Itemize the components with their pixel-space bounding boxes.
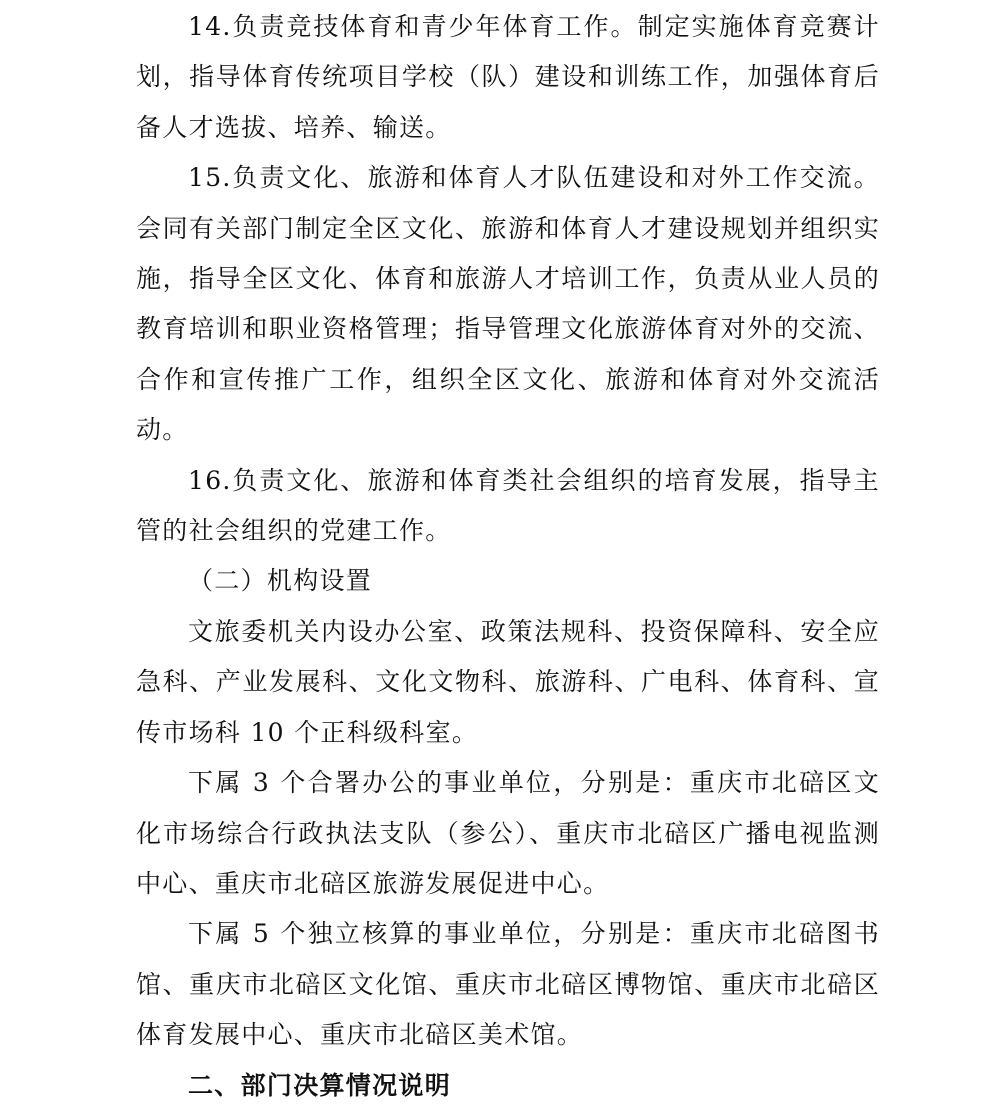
organization-paragraph-independent-units: 下属 5 个独立核算的事业单位，分别是：重庆市北碚图书馆、重庆市北碚区文化馆、重庆市北碚区博物馆、重庆市北碚区体育发展中心、重庆市北碚区美术馆。 <box>136 919 880 1050</box>
organization-paragraph-internal: 文旅委机关内设办公室、政策法规科、投资保障科、安全应急科、产业发展科、文化文物科、旅游科、广电科、体育科、宣传市场科 10 个正科级科室。 <box>136 616 880 747</box>
section-heading-organization: （二）机构设置 <box>188 566 373 596</box>
document-page <box>136 0 880 1111</box>
duty-paragraph-14: 14.负责竞技体育和青少年体育工作。制定实施体育竞赛计划，指导体育传统项目学校（队）建设和训练工作，加强体育后备人才选拔、培养、输送。 <box>136 12 880 142</box>
duty-paragraph-16: 16.负责文化、旅游和体育类社会组织的培育发展，指导主管的社会组织的党建工作。 <box>136 465 880 546</box>
duty-paragraph-15: 15.负责文化、旅游和体育人才队伍建设和对外工作交流。会同有关部门制定全区文化、旅游和体育人才建设规划并组织实施，指导全区文化、体育和旅游人才培训工作，负责从业人员的教育培训和职业资格管理；指导管理文化旅游体育对外的交流、合作和宣传推广工作，组织全区文化、旅游和体育对外交流活动。 <box>136 163 880 445</box>
main-heading-final-accounts: 二、部门决算情况说明 <box>188 1070 452 1100</box>
organization-paragraph-joint-units: 下属 3 个合署办公的事业单位，分别是：重庆市北碚区文化市场综合行政执法支队（参公）、重庆市北碚区广播电视监测中心、重庆市北碚区旅游发展促进中心。 <box>136 768 880 898</box>
